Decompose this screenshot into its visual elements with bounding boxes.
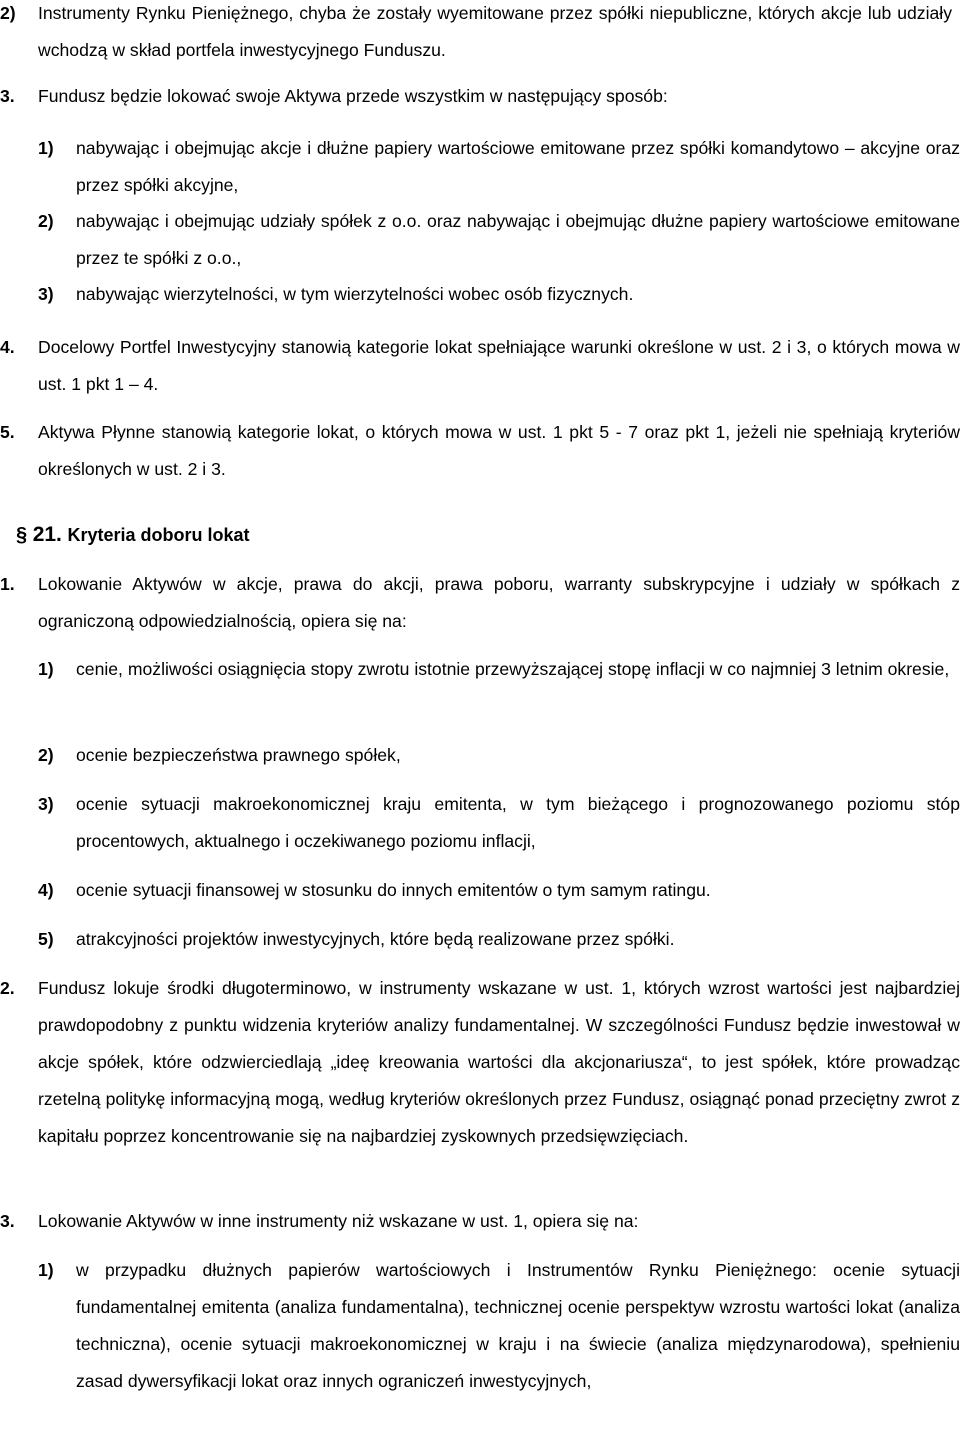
list-item (38, 786, 960, 860)
item-text: nabywając wierzytelności, w tym wierzytelności wobec osób fizycznych. (76, 284, 634, 304)
item-number: 2) (38, 745, 54, 765)
paragraph-number: 2. (0, 978, 15, 998)
paragraph-3b (0, 1203, 960, 1240)
list-item (38, 872, 960, 909)
paragraph-text: Docelowy Portfel Inwestycyjny stanowią kategorie lokat spełniające warunki określone w ust. 2 i 3, o których mowa w ust. 1 pkt 1 – 4. (38, 337, 960, 394)
paragraph-number: 3. (0, 1211, 15, 1231)
section-number: 21. (32, 523, 62, 546)
paragraph-1 (0, 566, 960, 640)
item-number: 1) (38, 659, 54, 679)
list-item (38, 737, 960, 774)
item-text: ocenie sytuacji makroekonomicznej kraju emitenta, w tym bieżącego i prognozowanego poziomu stóp procentowych, aktualnego i oczekiwanego poziomu inflacji, (76, 794, 960, 851)
section-heading (16, 516, 249, 554)
paragraph-text: Fundusz będzie lokować swoje Aktywa przede wszystkim w następujący sposób: (38, 86, 668, 106)
paragraph-number: 3. (0, 86, 15, 106)
paragraph-text: Lokowanie Aktywów w inne instrumenty niż wskazane w ust. 1, opiera się na: (38, 1211, 639, 1231)
list-item (0, 0, 952, 69)
paragraph-2 (0, 970, 960, 1155)
item-text: ocenie sytuacji finansowej w stosunku do innych emitentów o tym samym ratingu. (76, 880, 711, 900)
list-item (38, 1252, 960, 1400)
item-text: atrakcyjności projektów inwestycyjnych, które będą realizowane przez spółki. (76, 929, 675, 949)
item-text: cenie, możliwości osiągnięcia stopy zwrotu istotnie przewyższającej stopę inflacji w co najmniej 3 letnim okresie, (76, 659, 950, 679)
list-item (38, 203, 960, 277)
paragraph-3 (0, 78, 952, 115)
paragraph-number: 4. (0, 337, 15, 357)
item-text: nabywając i obejmując udziały spółek z o.o. oraz nabywając i obejmując dłużne papiery wartościowe emitowane przez te spółki z o.o., (76, 211, 960, 268)
section-sign: § (16, 524, 28, 546)
section-title: Kryteria doboru lokat (67, 525, 250, 545)
paragraph-4 (0, 329, 960, 403)
item-number: 1) (38, 1260, 54, 1280)
item-number: 3) (38, 794, 54, 814)
list-item (38, 651, 960, 688)
list-item (38, 276, 960, 313)
paragraph-number: 5. (0, 422, 15, 442)
paragraph-number: 1. (0, 574, 15, 594)
list-item (38, 921, 960, 958)
paragraph-text: Aktywa Płynne stanowią kategorie lokat, o których mowa w ust. 1 pkt 5 - 7 oraz pkt 1, jeżeli nie spełniają kryteriów określonych w ust. 2 i 3. (38, 422, 960, 479)
item-text: ocenie bezpieczeństwa prawnego spółek, (76, 745, 401, 765)
item-number: 2) (0, 3, 16, 23)
item-number: 4) (38, 880, 54, 900)
paragraph-5 (0, 414, 960, 488)
item-number: 1) (38, 138, 54, 158)
item-number: 3) (38, 284, 54, 304)
item-number: 2) (38, 211, 54, 231)
item-text: Instrumenty Rynku Pieniężnego, chyba że zostały wyemitowane przez spółki niepubliczne, których akcje lub udziały wchodzą w skład portfela inwestycyjnego Funduszu. (38, 3, 952, 60)
paragraph-text: Fundusz lokuje środki długoterminowo, w instrumenty wskazane w ust. 1, których wzrost wartości jest najbardziej prawdopodobny z punktu widzenia kryteriów analizy fundamentalnej. W szczególności Fundusz będzie inwestował w akcje spółek, które odzwierciedlają „ideę kreowania wartości dla akcjonariusza“, to jest spółek, które prowadząc rzetelną politykę informacyjną mogą, według kryteriów określonych przez Fundusz, osiągnąć ponad przeciętny zwrot z kapitału poprzez koncentrowanie się na najbardziej zyskownych przedsięwzięciach. (38, 978, 960, 1146)
paragraph-text: Lokowanie Aktywów w akcje, prawa do akcji, prawa poboru, warranty subskrypcyjne i udziały w spółkach z ograniczoną odpowiedzialnością, opiera się na: (38, 574, 960, 631)
list-item (38, 130, 960, 204)
item-text: w przypadku dłużnych papierów wartościowych i Instrumentów Rynku Pieniężnego: ocenie sytuacji fundamentalnej emitenta (analiza fundamentalna), technicznej ocenie perspektyw wzrostu wartości lokat (analiza techniczna), ocenie sytuacji makroekonomicznej w kraju i na świecie (analiza międzynarodowa), spełnieniu zasad dywersyfikacji lokat oraz innych ograniczeń inwestycyjnych, (76, 1260, 960, 1391)
item-number: 5) (38, 929, 54, 949)
item-text: nabywając i obejmując akcje i dłużne papiery wartościowe emitowane przez spółki komandytowo – akcyjne oraz przez spółki akcyjne, (76, 138, 960, 195)
